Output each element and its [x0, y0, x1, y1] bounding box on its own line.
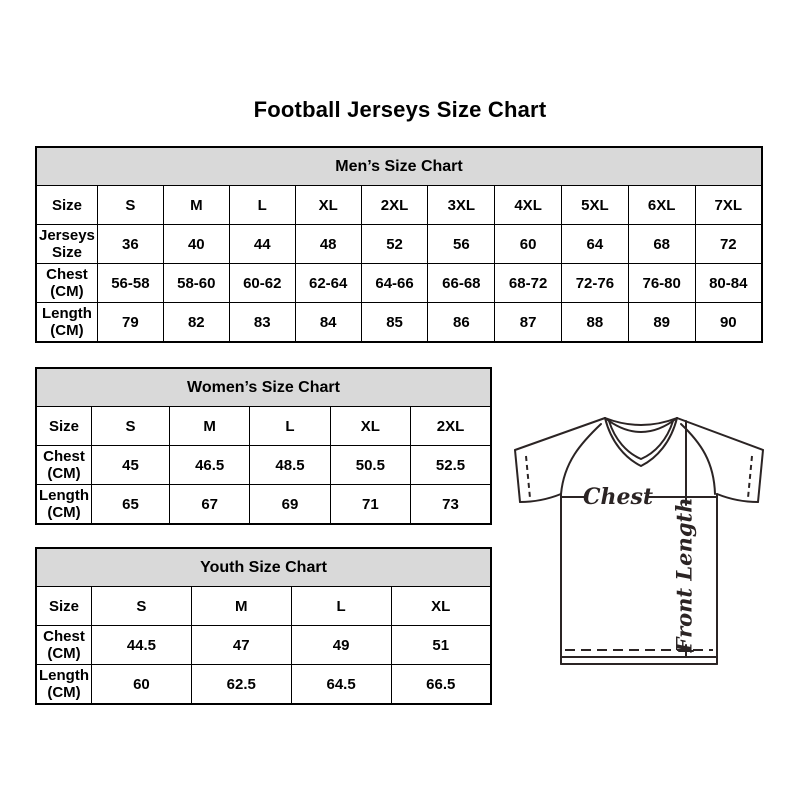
cell-value: 46.5	[170, 446, 250, 485]
jersey-measurement-diagram	[503, 398, 775, 685]
cell-value: 71	[330, 485, 410, 525]
page-title: Football Jerseys Size Chart	[253, 97, 547, 122]
cell-value: 68-72	[495, 264, 562, 303]
cell-value: 64	[562, 225, 629, 264]
table-row	[36, 446, 491, 485]
row-label: Size	[36, 186, 97, 225]
table-row	[36, 407, 491, 446]
row-label: Length (CM)	[36, 485, 92, 525]
table-row	[36, 225, 762, 264]
cell-value: 64-66	[361, 264, 428, 303]
row-label: Length (CM)	[36, 665, 92, 705]
cell-value: M	[163, 186, 229, 225]
cell-value: 68	[628, 225, 695, 264]
cell-value: 50.5	[330, 446, 410, 485]
womens-size-table	[35, 367, 492, 525]
cell-value: 82	[163, 303, 229, 343]
cell-value: 56-58	[97, 264, 163, 303]
cell-value: 62.5	[191, 665, 291, 705]
table-row	[36, 264, 762, 303]
cell-value: S	[97, 186, 163, 225]
cell-value: 87	[495, 303, 562, 343]
cell-value: 47	[191, 626, 291, 665]
womens-table-header-row	[36, 368, 491, 407]
table-row	[36, 186, 762, 225]
cell-value: 51	[391, 626, 491, 665]
cell-value: 52	[361, 225, 428, 264]
cell-value: 60	[92, 665, 192, 705]
cell-value: 58-60	[163, 264, 229, 303]
cell-value: 2XL	[361, 186, 428, 225]
cell-value: 5XL	[562, 186, 629, 225]
cell-value: 49	[291, 626, 391, 665]
cell-value: 44	[229, 225, 295, 264]
cell-value: 83	[229, 303, 295, 343]
table-row	[36, 303, 762, 343]
row-label: Chest (CM)	[36, 446, 92, 485]
cell-value: 7XL	[695, 186, 762, 225]
cell-value: L	[229, 186, 295, 225]
cell-value: 72	[695, 225, 762, 264]
row-label: Jerseys Size	[36, 225, 97, 264]
row-label: Length (CM)	[36, 303, 97, 343]
cell-value: 85	[361, 303, 428, 343]
row-label: Size	[36, 407, 92, 446]
table-row	[36, 587, 491, 626]
cell-value: 36	[97, 225, 163, 264]
cell-value: 90	[695, 303, 762, 343]
cell-value: 64.5	[291, 665, 391, 705]
cell-value: 80-84	[695, 264, 762, 303]
mens-table-header-row	[36, 147, 762, 186]
cell-value: 2XL	[411, 407, 491, 446]
chest-label: Chest	[582, 484, 654, 510]
cell-value: 56	[428, 225, 495, 264]
row-label: Chest (CM)	[36, 626, 92, 665]
cell-value: 40	[163, 225, 229, 264]
cell-value: 6XL	[628, 186, 695, 225]
table-row	[36, 665, 491, 705]
cell-value: 66-68	[428, 264, 495, 303]
cell-value: 52.5	[411, 446, 491, 485]
cell-value: 60	[495, 225, 562, 264]
cell-value: M	[191, 587, 291, 626]
cell-value: 84	[295, 303, 361, 343]
jersey-outline	[515, 418, 763, 664]
cell-value: 48.5	[250, 446, 330, 485]
cell-value: M	[170, 407, 250, 446]
youth-table-header-row	[36, 548, 491, 587]
cell-value: 76-80	[628, 264, 695, 303]
cell-value: 65	[92, 485, 170, 525]
mens-size-table	[35, 146, 763, 343]
table-row	[36, 485, 491, 525]
cell-value: 79	[97, 303, 163, 343]
table-row	[36, 626, 491, 665]
cell-value: XL	[330, 407, 410, 446]
cell-value: 60-62	[229, 264, 295, 303]
cell-value: 48	[295, 225, 361, 264]
row-label: Size	[36, 587, 92, 626]
youth-table-title: Youth Size Chart	[36, 548, 491, 587]
youth-size-table	[35, 547, 492, 705]
cell-value: L	[291, 587, 391, 626]
womens-table-title: Women’s Size Chart	[36, 368, 491, 407]
cell-value: S	[92, 587, 192, 626]
cell-value: 66.5	[391, 665, 491, 705]
cell-value: 4XL	[495, 186, 562, 225]
cell-value: 69	[250, 485, 330, 525]
mens-table-title: Men’s Size Chart	[36, 147, 762, 186]
cell-value: S	[92, 407, 170, 446]
cell-value: L	[250, 407, 330, 446]
cell-value: 72-76	[562, 264, 629, 303]
cell-value: 44.5	[92, 626, 192, 665]
cell-value: 73	[411, 485, 491, 525]
cell-value: XL	[391, 587, 491, 626]
cell-value: 67	[170, 485, 250, 525]
cell-value: 45	[92, 446, 170, 485]
cell-value: XL	[295, 186, 361, 225]
front-length-label: Front Length	[671, 497, 697, 653]
cell-value: 89	[628, 303, 695, 343]
cell-value: 3XL	[428, 186, 495, 225]
row-label: Chest (CM)	[36, 264, 97, 303]
cell-value: 62-64	[295, 264, 361, 303]
cell-value: 88	[562, 303, 629, 343]
cell-value: 86	[428, 303, 495, 343]
